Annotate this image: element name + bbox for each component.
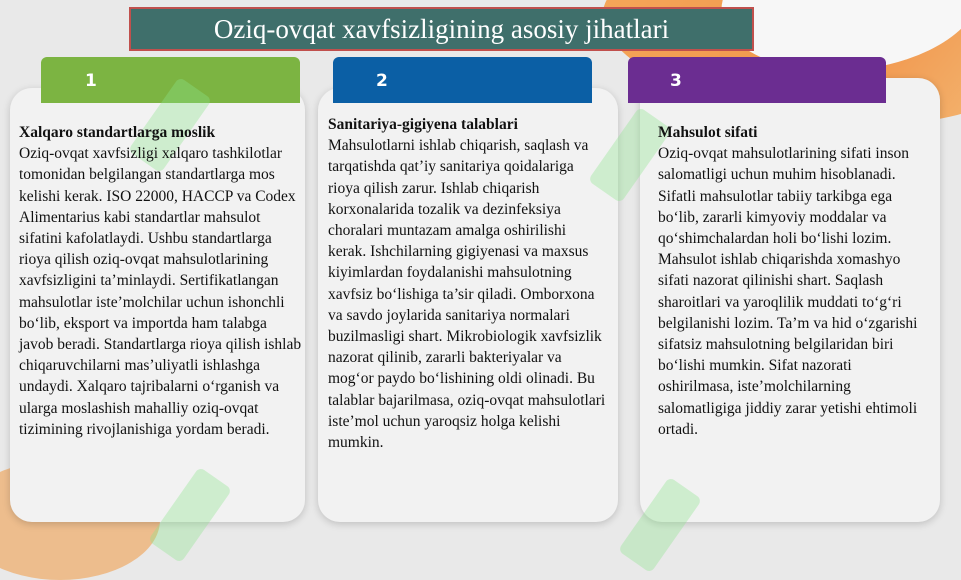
column-2-text	[328, 114, 608, 453]
column-3-heading: Mahsulot sifati	[658, 124, 758, 141]
column-1-body: Oziq-ovqat xavfsizligi xalqaro tashkilotlar tomonidan belgilangan standartlarga mos kelishi kerak. ISO 22000, HACCP va Codex Alimentarius kabi standartlar mahsulot sifatini kafolatlaydi. Ushbu standartlarga rioya qilish oziq-ovqat mahsulotlarining xavfsizligini ta’minlaydi. Sertifikatlangan mahsulotlar iste’molchilar uchun ishonchli bo‘lib, eksport va importda ham talabga javob beradi. Standartlarga rioya qilish ishlab chiqaruvchilarni mas’uliyatli ishlashga undaydi. Xalqaro tajribalarni o‘rganish va ularga moslashish mahalliy oziq-ovqat tizimining rivojlanishiga yordam beradi.	[19, 145, 302, 438]
column-2-body: Mahsulotlarni ishlab chiqarish, saqlash va tarqatishda qat’iy sanitariya qoidalariga rioya qilish zarur. Ishlab chiqarish korxonalarida tozalik va dezinfeksiya choralari muntazam amalga oshirilishi kerak. Ishchilarning gigiyenasi va maxsus kiyimlardan foydalanishi mahsulotning xavfsiz bo‘lishiga ta’sir qiladi. Omborxona va savdo joylarida sanitariya normalari buzilmasligi shart. Mikrobiologik xavfsizlik nazorat qilinib, zararli bakteriyalar va mog‘or paydo bo‘lishining oldi olinadi. Bu talablar bajarilmasa, oziq-ovqat mahsulotlari iste’mol uchun yaroqsiz holga kelishi mumkin.	[328, 137, 606, 452]
column-3-number-tab: 3	[628, 57, 886, 103]
column-3-body: Oziq-ovqat mahsulotlarining sifati inson salomatligi uchun muhim hisoblanadi. Sifatli mahsulotlar tabiiy tarkibga ega bo‘lib, zararli kimyoviy moddalar va qo‘shimchalardan holi bo‘lishi lozim. Mahsulot ishlab chiqarishda xomashyo sifati nazorat qilinishi shart. Saqlash sharoitlari va yaroqlilik muddati to‘g‘ri belgilanishi lozim. Ta’m va hid o‘zgarishi sifatsiz mahsulotning belgilaridan biri bo‘lishi mumkin. Sifat nazorati oshirilmasa, iste’molchilarning salomatligiga jiddiy zarar yetishi ehtimoli ortadi.	[658, 145, 918, 438]
column-2-number-tab: 2	[333, 57, 592, 103]
column-2-heading: Sanitariya-gigiyena talablari	[328, 116, 518, 133]
column-1-heading: Xalqaro standartlarga moslik	[19, 124, 216, 141]
column-1-text	[19, 122, 302, 440]
column-3-text	[658, 122, 920, 440]
column-1-number-tab: 1	[41, 57, 300, 103]
watermark-shape	[618, 477, 702, 574]
slide-title: Oziq-ovqat xavfsizligining asosiy jihatlari	[129, 7, 754, 51]
